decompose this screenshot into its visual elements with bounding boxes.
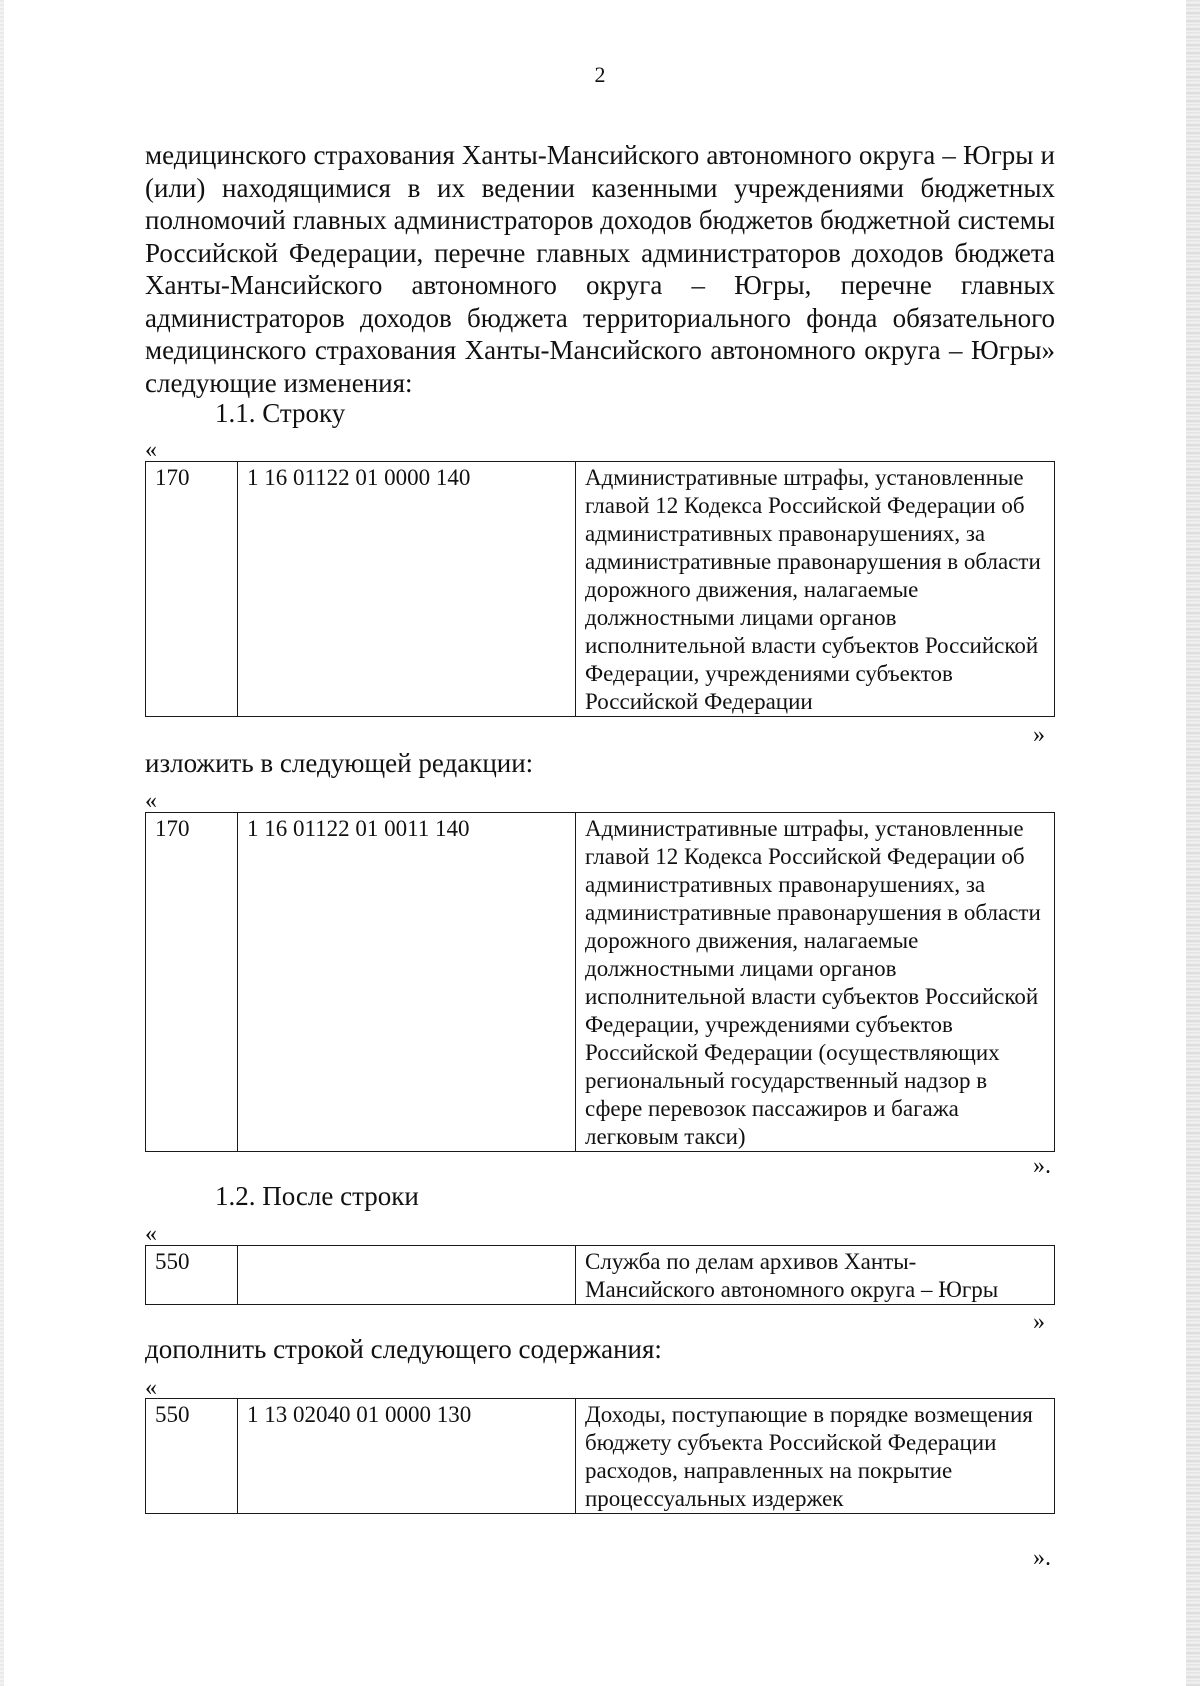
scan-right-edge [1186,0,1200,1686]
name-cell: Служба по делам архивов Ханты-Мансийского автономного округа – Югры [576,1246,1055,1305]
quote-close-2: ». [1033,1153,1051,1179]
original-row-table [145,461,1055,717]
scan-left-edge [0,0,4,1686]
quote-close-1: » [1033,722,1045,748]
quote-open-3: « [145,1221,157,1247]
table-row [146,462,1055,717]
section-1-1-heading: 1.1. Строку [215,398,346,428]
section-1-2-heading: 1.2. После строки [215,1181,419,1211]
quote-open-1: « [145,437,157,463]
code-cell: 550 [146,1399,238,1514]
name-cell: Административные штрафы, установленные главой 12 Кодекса Российской Федерации об административных правонарушениях, за административные правонарушения в области дорожного движения, налагаемые должностными лицами органов исполнительной власти субъектов Российской Федерации, учреждениями субъектов Российской Федерации [576,462,1055,717]
after-row-table [145,1245,1055,1305]
kbk-cell: 1 13 02040 01 0000 130 [238,1399,576,1514]
code-cell: 170 [146,813,238,1152]
intro-paragraph: медицинского страхования Ханты-Мансийского автономного округа – Югры и (или) находящимися в их ведении казенными учреждениями бюджетных полномочий главных администраторов доходов бюджетов бюджетной системы Российской Федерации, перечне главных администраторов доходов бюджета Ханты-Мансийского автономного округа – Югры, перечне главных администраторов доходов бюджета территориального фонда обязательного медицинского страхования Ханты-Мансийского автономного округа – Югры» следующие изменения: [145,140,1055,398]
table-row [146,813,1055,1152]
table-row [146,1399,1055,1514]
name-cell: Доходы, поступающие в порядке возмещения бюджету субъекта Российской Федерации расходов, направленных на покрытие процессуальных издержек [576,1399,1055,1514]
code-cell: 170 [146,462,238,717]
quote-open-2: « [145,788,157,814]
name-cell: Административные штрафы, установленные главой 12 Кодекса Российской Федерации об административных правонарушениях, за административные правонарушения в области дорожного движения, налагаемые должностными лицами органов исполнительной власти субъектов Российской Федерации, учреждениями субъектов Российской Федерации (осуществляющих региональный государственный надзор в сфере перевозок пассажиров и багажа легковым такси) [576,813,1055,1152]
kbk-cell: 1 16 01122 01 0000 140 [238,462,576,717]
quote-close-3: » [1033,1309,1045,1335]
page-number: 2 [594,62,606,87]
replace-instruction: изложить в следующей редакции: [145,748,534,778]
kbk-cell: 1 16 01122 01 0011 140 [238,813,576,1152]
quote-close-4: ». [1033,1545,1051,1571]
kbk-cell [238,1246,576,1305]
code-cell: 550 [146,1246,238,1305]
supplement-row-table [145,1398,1055,1514]
supplement-instruction: дополнить строкой следующего содержания: [145,1334,662,1364]
new-row-table [145,812,1055,1152]
quote-open-4: « [145,1375,157,1401]
table-row [146,1246,1055,1305]
